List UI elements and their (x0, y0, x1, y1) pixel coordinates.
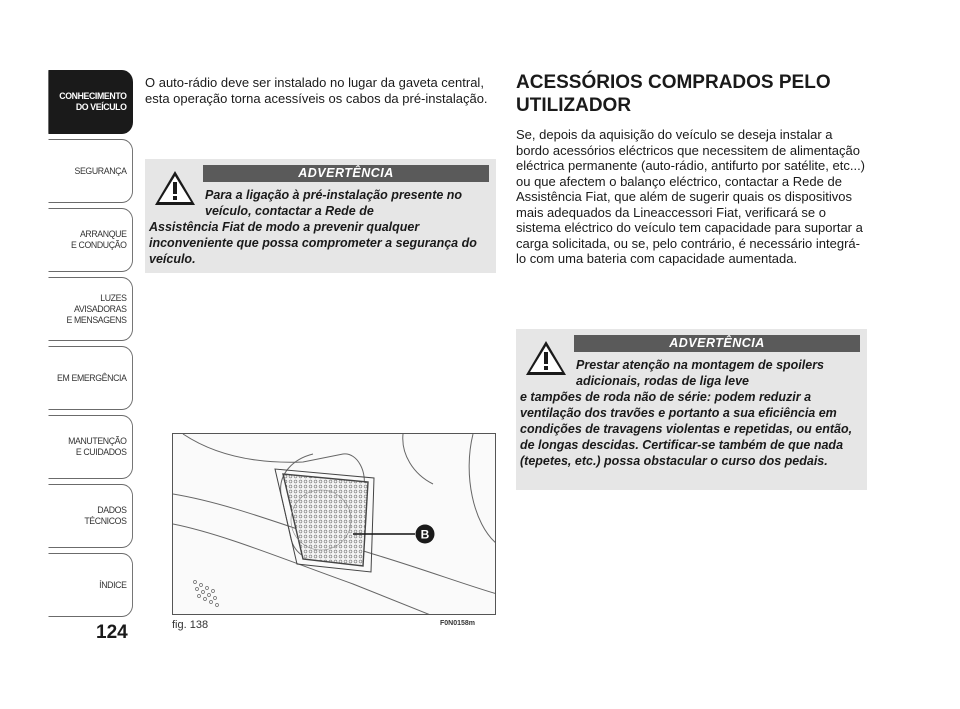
intro-paragraph: O auto-rádio deve ser instalado no lugar da gaveta central, esta operação torna acessíveis os cabos da pré-instalação. (145, 75, 488, 106)
radio-cover-illustration (173, 434, 496, 615)
tab-dados-tecnicos[interactable] (48, 484, 133, 548)
warning-text (149, 187, 494, 267)
warning-box-spoilers (516, 329, 867, 490)
warning-text-first: Para a ligação à pré-instalação presente no veículo, contactar a Rede de (205, 188, 463, 218)
page-number: 124 (96, 622, 128, 643)
tab-label: EM EMERGÊNCIA (57, 372, 127, 384)
tab-conhecimento-do-veiculo[interactable] (48, 70, 133, 134)
tab-indice[interactable] (48, 553, 133, 617)
warning-box-radio (145, 159, 496, 273)
warning-text (520, 357, 865, 469)
tab-em-emergencia[interactable] (48, 346, 133, 410)
tab-seguranca[interactable] (48, 139, 133, 203)
tab-label: ÍNDICE (99, 579, 127, 591)
tab-label: LUZES AVISADORAS E MENSAGENS (66, 292, 127, 326)
figure-code: F0N0158m (440, 620, 476, 627)
warning-text-first: Prestar atenção na montagem de spoilers adicionais, rodas de liga leve (576, 358, 825, 388)
warning-text-rest: Assistência Fiat de modo a prevenir qualquer inconveniente que possa comprometer a segurança do veículo. (149, 220, 477, 266)
warning-label: ADVERTÊNCIA (574, 335, 860, 352)
tab-label: MANUTENÇÃO E CUIDADOS (68, 436, 127, 458)
tab-manutencao[interactable] (48, 415, 133, 479)
tab-arranque-e-conducao[interactable] (48, 208, 133, 272)
section-heading: ACESSÓRIOS COMPRADOS PELO UTILIZADOR (516, 72, 831, 116)
warning-text-rest: e tampões de roda não de série: podem reduzir a ventilação dos travões e portanto a sua eficiência em condições de travagens violentas e repetidas, ou então, de longas descidas. Certificar-se também de que nada (tepetes, etc.) possa obstacular o curso dos pedais. (520, 390, 853, 468)
tab-label: CONHECIMENTO DO VEÍCULO (59, 91, 127, 113)
tab-label: SEGURANÇA (74, 165, 127, 177)
tab-label: ARRANQUE E CONDUÇÃO (70, 229, 127, 251)
accessories-paragraph: Se, depois da aquisição do veículo se deseja instalar a bordo acessórios eléctricos que necessitem de alimentação eléctrica permanente (auto-rádio, antifurto por satélite, etc...) ou que afectem o balanço eléctrico, contactar a Rede de Assistência Fiat, que além de sugerir quais os dispositivos mais adequados da Lineaccessori Fiat, verificará se o sistema eléctrico do veículo tem capacidade para suportar a carga solicitada, ou se, pelo contrário, é necessário integrá-lo com uma bateria com capacidade aumentada. (516, 127, 866, 266)
tab-luzes-avisadoras[interactable] (48, 277, 133, 341)
figure-radio-cover (172, 433, 496, 615)
figure-caption: fig. 138 (172, 619, 209, 631)
callout-b: B (420, 527, 430, 542)
warning-label: ADVERTÊNCIA (203, 165, 489, 182)
tab-label: DADOS TÉCNICOS (84, 505, 127, 527)
